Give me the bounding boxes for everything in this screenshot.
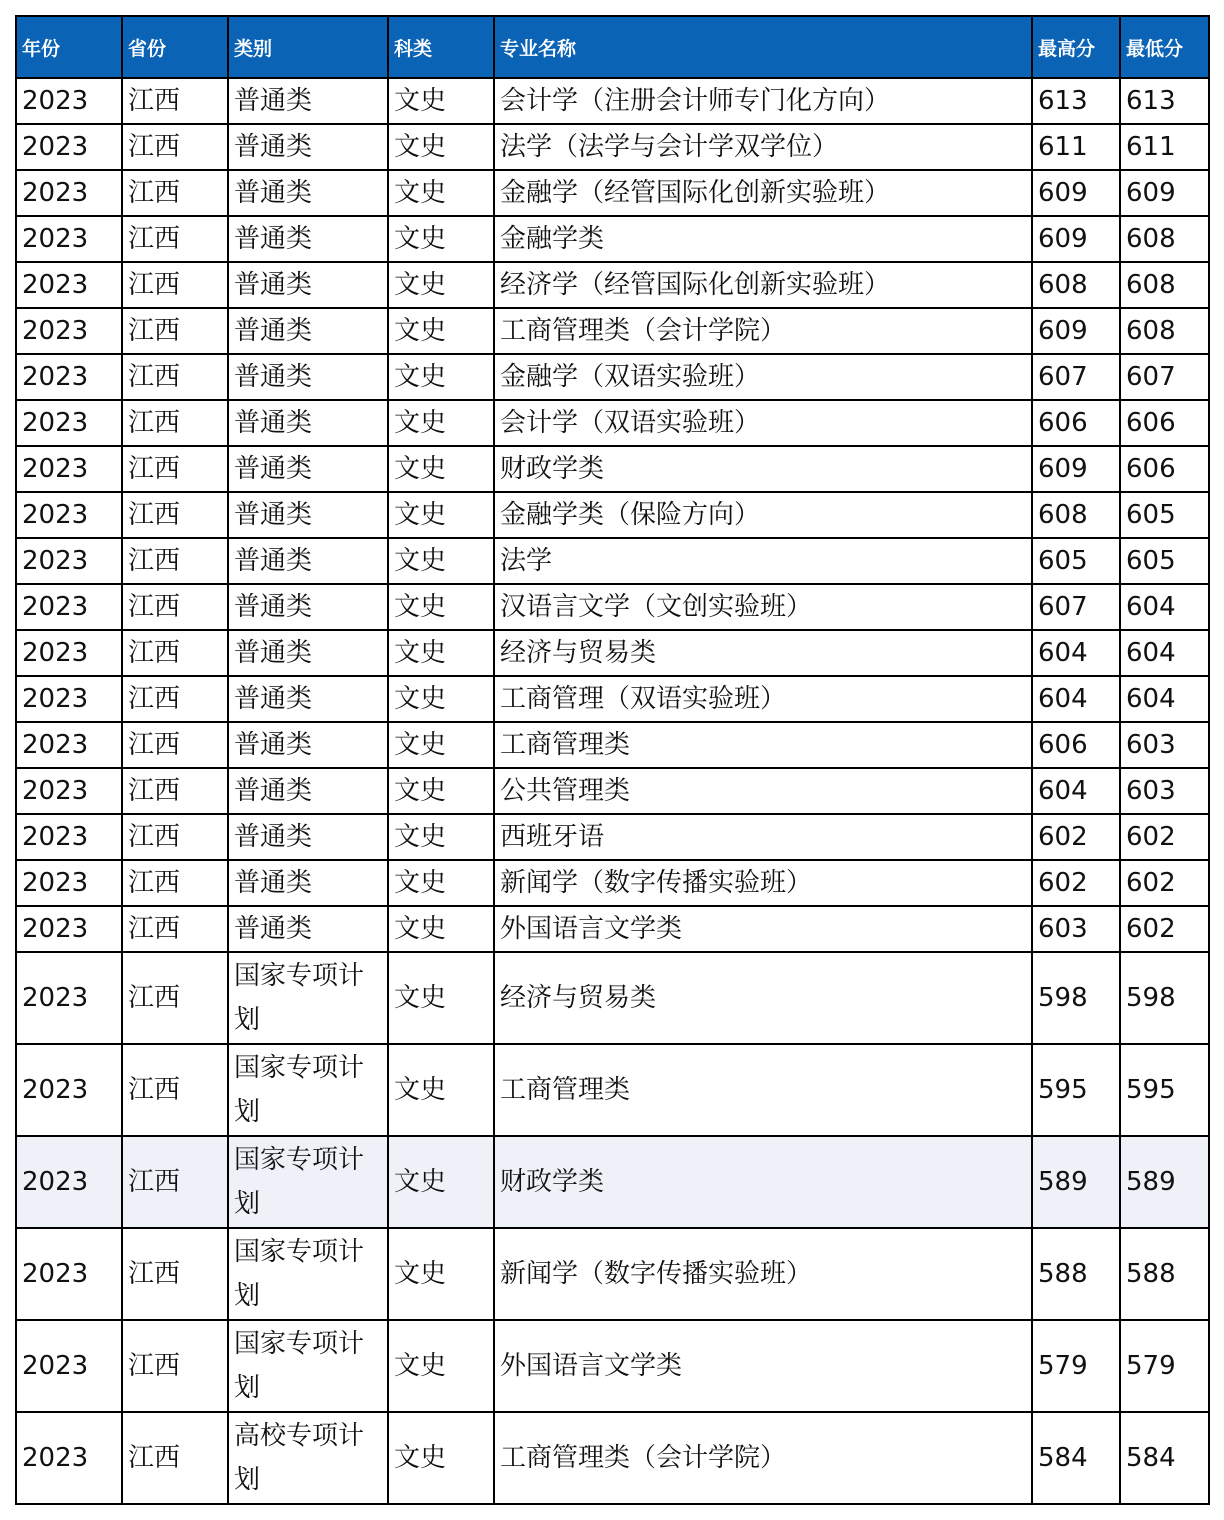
subject-cell: 文史 <box>388 1412 494 1504</box>
min-score-cell: 602 <box>1120 860 1209 906</box>
category-cell: 普通类 <box>228 814 388 860</box>
major-cell: 经济与贸易类 <box>494 630 1032 676</box>
max-score-cell: 602 <box>1032 860 1120 906</box>
province-cell: 江西 <box>122 584 228 630</box>
header-row <box>16 16 1209 78</box>
year-cell: 2023 <box>16 1044 122 1136</box>
min-score-cell: 602 <box>1120 906 1209 952</box>
year-cell: 2023 <box>16 538 122 584</box>
max-score-cell: 613 <box>1032 78 1120 124</box>
year-cell: 2023 <box>16 492 122 538</box>
category-cell: 普通类 <box>228 170 388 216</box>
major-cell: 法学 <box>494 538 1032 584</box>
subject-cell: 文史 <box>388 860 494 906</box>
min-score-cell: 608 <box>1120 262 1209 308</box>
header-category: 类别 <box>228 16 388 78</box>
score-table <box>15 15 1210 1505</box>
subject-cell: 文史 <box>388 768 494 814</box>
category-cell: 普通类 <box>228 354 388 400</box>
table-row <box>16 906 1209 952</box>
max-score-cell: 608 <box>1032 262 1120 308</box>
province-cell: 江西 <box>122 216 228 262</box>
subject-cell: 文史 <box>388 584 494 630</box>
major-cell: 会计学（双语实验班） <box>494 400 1032 446</box>
header-year: 年份 <box>16 16 122 78</box>
province-cell: 江西 <box>122 354 228 400</box>
province-cell: 江西 <box>122 906 228 952</box>
category-cell: 普通类 <box>228 676 388 722</box>
major-cell: 外国语言文学类 <box>494 1320 1032 1412</box>
category-cell: 国家专项计划 <box>228 1044 388 1136</box>
category-cell: 普通类 <box>228 262 388 308</box>
header-subject: 科类 <box>388 16 494 78</box>
major-cell: 公共管理类 <box>494 768 1032 814</box>
table-row <box>16 492 1209 538</box>
table-row <box>16 584 1209 630</box>
year-cell: 2023 <box>16 1136 122 1228</box>
province-cell: 江西 <box>122 170 228 216</box>
province-cell: 江西 <box>122 446 228 492</box>
province-cell: 江西 <box>122 1044 228 1136</box>
year-cell: 2023 <box>16 768 122 814</box>
year-cell: 2023 <box>16 308 122 354</box>
year-cell: 2023 <box>16 1228 122 1320</box>
category-cell: 普通类 <box>228 538 388 584</box>
min-score-cell: 584 <box>1120 1412 1209 1504</box>
category-cell: 普通类 <box>228 906 388 952</box>
table-row <box>16 814 1209 860</box>
max-score-cell: 608 <box>1032 492 1120 538</box>
subject-cell: 文史 <box>388 308 494 354</box>
year-cell: 2023 <box>16 952 122 1044</box>
year-cell: 2023 <box>16 170 122 216</box>
table-row <box>16 124 1209 170</box>
subject-cell: 文史 <box>388 1044 494 1136</box>
year-cell: 2023 <box>16 216 122 262</box>
max-score-cell: 588 <box>1032 1228 1120 1320</box>
max-score-cell: 606 <box>1032 722 1120 768</box>
major-cell: 金融学（双语实验班） <box>494 354 1032 400</box>
subject-cell: 文史 <box>388 216 494 262</box>
table-row <box>16 538 1209 584</box>
subject-cell: 文史 <box>388 538 494 584</box>
min-score-cell: 605 <box>1120 492 1209 538</box>
table-row <box>16 722 1209 768</box>
year-cell: 2023 <box>16 262 122 308</box>
major-cell: 工商管理类（会计学院） <box>494 1412 1032 1504</box>
min-score-cell: 607 <box>1120 354 1209 400</box>
province-cell: 江西 <box>122 860 228 906</box>
major-cell: 会计学（注册会计师专门化方向） <box>494 78 1032 124</box>
province-cell: 江西 <box>122 538 228 584</box>
major-cell: 财政学类 <box>494 1136 1032 1228</box>
year-cell: 2023 <box>16 906 122 952</box>
category-cell: 普通类 <box>228 630 388 676</box>
year-cell: 2023 <box>16 446 122 492</box>
min-score-cell: 604 <box>1120 630 1209 676</box>
major-cell: 新闻学（数字传播实验班） <box>494 1228 1032 1320</box>
major-cell: 经济与贸易类 <box>494 952 1032 1044</box>
category-cell: 普通类 <box>228 584 388 630</box>
subject-cell: 文史 <box>388 952 494 1044</box>
subject-cell: 文史 <box>388 676 494 722</box>
table-row <box>16 354 1209 400</box>
category-cell: 普通类 <box>228 308 388 354</box>
table-row <box>16 78 1209 124</box>
subject-cell: 文史 <box>388 124 494 170</box>
year-cell: 2023 <box>16 630 122 676</box>
min-score-cell: 609 <box>1120 170 1209 216</box>
province-cell: 江西 <box>122 630 228 676</box>
subject-cell: 文史 <box>388 446 494 492</box>
min-score-cell: 598 <box>1120 952 1209 1044</box>
major-cell: 金融学类（保险方向） <box>494 492 1032 538</box>
min-score-cell: 588 <box>1120 1228 1209 1320</box>
year-cell: 2023 <box>16 354 122 400</box>
subject-cell: 文史 <box>388 722 494 768</box>
category-cell: 普通类 <box>228 124 388 170</box>
table-row <box>16 1044 1209 1136</box>
major-cell: 法学（法学与会计学双学位） <box>494 124 1032 170</box>
subject-cell: 文史 <box>388 354 494 400</box>
major-cell: 工商管理类（会计学院） <box>494 308 1032 354</box>
header-major: 专业名称 <box>494 16 1032 78</box>
category-cell: 普通类 <box>228 492 388 538</box>
subject-cell: 文史 <box>388 1136 494 1228</box>
max-score-cell: 589 <box>1032 1136 1120 1228</box>
major-cell: 财政学类 <box>494 446 1032 492</box>
category-cell: 普通类 <box>228 722 388 768</box>
province-cell: 江西 <box>122 1320 228 1412</box>
max-score-cell: 598 <box>1032 952 1120 1044</box>
min-score-cell: 611 <box>1120 124 1209 170</box>
table-row <box>16 1228 1209 1320</box>
category-cell: 普通类 <box>228 78 388 124</box>
province-cell: 江西 <box>122 308 228 354</box>
subject-cell: 文史 <box>388 814 494 860</box>
major-cell: 工商管理类 <box>494 1044 1032 1136</box>
year-cell: 2023 <box>16 78 122 124</box>
province-cell: 江西 <box>122 722 228 768</box>
min-score-cell: 606 <box>1120 446 1209 492</box>
major-cell: 工商管理（双语实验班） <box>494 676 1032 722</box>
subject-cell: 文史 <box>388 630 494 676</box>
min-score-cell: 602 <box>1120 814 1209 860</box>
province-cell: 江西 <box>122 676 228 722</box>
table-row <box>16 1136 1209 1228</box>
min-score-cell: 605 <box>1120 538 1209 584</box>
major-cell: 经济学（经管国际化创新实验班） <box>494 262 1032 308</box>
min-score-cell: 613 <box>1120 78 1209 124</box>
table-row <box>16 1320 1209 1412</box>
province-cell: 江西 <box>122 78 228 124</box>
major-cell: 新闻学（数字传播实验班） <box>494 860 1032 906</box>
category-cell: 国家专项计划 <box>228 1136 388 1228</box>
table-row <box>16 446 1209 492</box>
max-score-cell: 603 <box>1032 906 1120 952</box>
max-score-cell: 609 <box>1032 308 1120 354</box>
category-cell: 国家专项计划 <box>228 952 388 1044</box>
category-cell: 普通类 <box>228 216 388 262</box>
table-row <box>16 170 1209 216</box>
major-cell: 外国语言文学类 <box>494 906 1032 952</box>
major-cell: 金融学（经管国际化创新实验班） <box>494 170 1032 216</box>
table-row <box>16 216 1209 262</box>
max-score-cell: 607 <box>1032 354 1120 400</box>
province-cell: 江西 <box>122 262 228 308</box>
min-score-cell: 606 <box>1120 400 1209 446</box>
max-score-cell: 584 <box>1032 1412 1120 1504</box>
min-score-cell: 595 <box>1120 1044 1209 1136</box>
subject-cell: 文史 <box>388 170 494 216</box>
table-row <box>16 1412 1209 1504</box>
min-score-cell: 608 <box>1120 308 1209 354</box>
min-score-cell: 608 <box>1120 216 1209 262</box>
table-row <box>16 768 1209 814</box>
table-row <box>16 400 1209 446</box>
province-cell: 江西 <box>122 492 228 538</box>
subject-cell: 文史 <box>388 1228 494 1320</box>
max-score-cell: 595 <box>1032 1044 1120 1136</box>
major-cell: 汉语言文学（文创实验班） <box>494 584 1032 630</box>
year-cell: 2023 <box>16 676 122 722</box>
category-cell: 普通类 <box>228 768 388 814</box>
min-score-cell: 603 <box>1120 722 1209 768</box>
table-row <box>16 262 1209 308</box>
header-province: 省份 <box>122 16 228 78</box>
category-cell: 普通类 <box>228 400 388 446</box>
year-cell: 2023 <box>16 124 122 170</box>
year-cell: 2023 <box>16 860 122 906</box>
min-score-cell: 604 <box>1120 584 1209 630</box>
max-score-cell: 609 <box>1032 170 1120 216</box>
max-score-cell: 609 <box>1032 446 1120 492</box>
table-row <box>16 308 1209 354</box>
table-body <box>16 78 1209 1504</box>
subject-cell: 文史 <box>388 906 494 952</box>
min-score-cell: 604 <box>1120 676 1209 722</box>
major-cell: 工商管理类 <box>494 722 1032 768</box>
province-cell: 江西 <box>122 1412 228 1504</box>
max-score-cell: 605 <box>1032 538 1120 584</box>
min-score-cell: 579 <box>1120 1320 1209 1412</box>
max-score-cell: 604 <box>1032 768 1120 814</box>
province-cell: 江西 <box>122 1136 228 1228</box>
year-cell: 2023 <box>16 1412 122 1504</box>
major-cell: 金融学类 <box>494 216 1032 262</box>
table-row <box>16 860 1209 906</box>
max-score-cell: 579 <box>1032 1320 1120 1412</box>
year-cell: 2023 <box>16 1320 122 1412</box>
year-cell: 2023 <box>16 400 122 446</box>
major-cell: 西班牙语 <box>494 814 1032 860</box>
province-cell: 江西 <box>122 124 228 170</box>
year-cell: 2023 <box>16 722 122 768</box>
category-cell: 高校专项计划 <box>228 1412 388 1504</box>
max-score-cell: 604 <box>1032 630 1120 676</box>
year-cell: 2023 <box>16 584 122 630</box>
min-score-cell: 603 <box>1120 768 1209 814</box>
subject-cell: 文史 <box>388 492 494 538</box>
max-score-cell: 606 <box>1032 400 1120 446</box>
max-score-cell: 604 <box>1032 676 1120 722</box>
table-row <box>16 676 1209 722</box>
year-cell: 2023 <box>16 814 122 860</box>
table-row <box>16 952 1209 1044</box>
category-cell: 普通类 <box>228 446 388 492</box>
max-score-cell: 607 <box>1032 584 1120 630</box>
province-cell: 江西 <box>122 952 228 1044</box>
header-max-score: 最高分 <box>1032 16 1120 78</box>
max-score-cell: 602 <box>1032 814 1120 860</box>
min-score-cell: 589 <box>1120 1136 1209 1228</box>
province-cell: 江西 <box>122 1228 228 1320</box>
subject-cell: 文史 <box>388 1320 494 1412</box>
province-cell: 江西 <box>122 400 228 446</box>
subject-cell: 文史 <box>388 78 494 124</box>
subject-cell: 文史 <box>388 400 494 446</box>
max-score-cell: 609 <box>1032 216 1120 262</box>
province-cell: 江西 <box>122 768 228 814</box>
category-cell: 国家专项计划 <box>228 1228 388 1320</box>
max-score-cell: 611 <box>1032 124 1120 170</box>
category-cell: 普通类 <box>228 860 388 906</box>
category-cell: 国家专项计划 <box>228 1320 388 1412</box>
province-cell: 江西 <box>122 814 228 860</box>
table-row <box>16 630 1209 676</box>
subject-cell: 文史 <box>388 262 494 308</box>
header-min-score: 最低分 <box>1120 16 1209 78</box>
